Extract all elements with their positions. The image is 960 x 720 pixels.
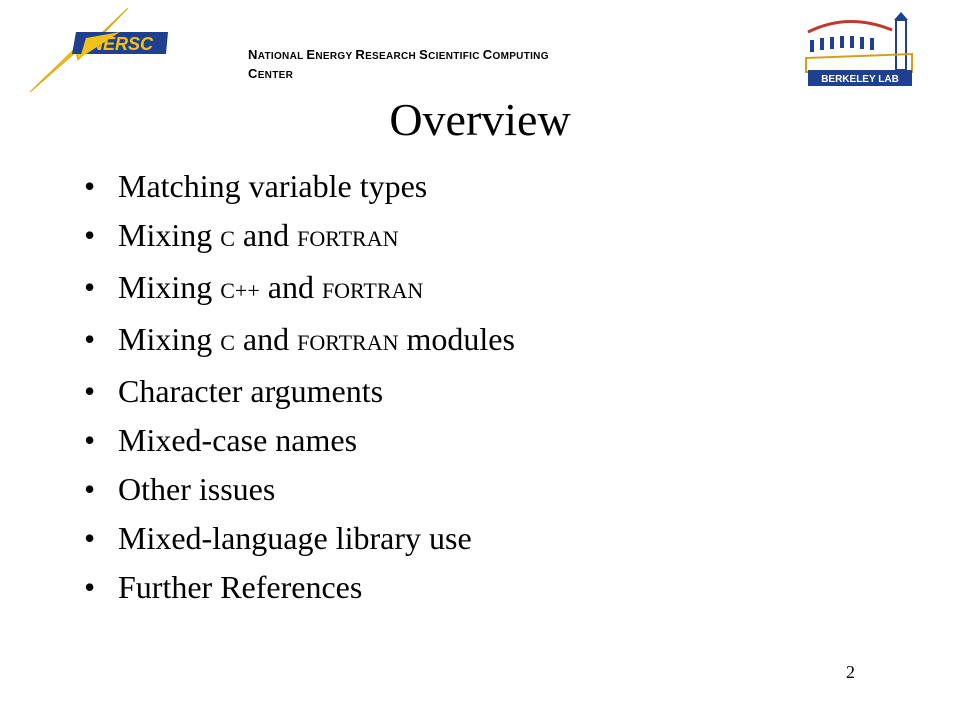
org-word-cap: R bbox=[355, 47, 366, 62]
slide-title: Overview bbox=[389, 94, 571, 145]
bullet-text: Other issues bbox=[118, 471, 276, 507]
bullet-text: and bbox=[259, 269, 322, 305]
bullet-text: Matching variable types bbox=[118, 168, 428, 204]
organization-line-1 bbox=[248, 46, 668, 65]
org-word-rest: ATIONAL bbox=[257, 51, 307, 62]
nersc-logo-text: NERSC bbox=[90, 34, 154, 54]
bullet-text: and bbox=[234, 321, 298, 357]
bullet-text: and bbox=[234, 217, 298, 253]
bullet-item bbox=[84, 563, 515, 612]
bullet-text: Mixed-language library use bbox=[118, 520, 472, 556]
org-line2-rest: ENTER bbox=[257, 70, 294, 81]
bullet-item bbox=[84, 162, 515, 211]
berkeley-lab-logo bbox=[798, 10, 920, 90]
org-word-cap: N bbox=[248, 47, 258, 62]
org-word-cap: C bbox=[482, 47, 493, 62]
bullet-list bbox=[84, 162, 515, 612]
org-word-rest: CIENTIFIC bbox=[428, 51, 483, 62]
berkeley-lab-logo-text: BERKELEY LAB bbox=[821, 74, 899, 85]
bullet-text: Character arguments bbox=[118, 373, 384, 409]
organization-name bbox=[248, 46, 668, 84]
org-word-rest: OMPUTING bbox=[492, 51, 549, 62]
bullet-text-smallcaps: FORTRAN bbox=[297, 226, 399, 251]
bullet-text-smallcaps: C bbox=[220, 226, 235, 251]
bullet-item bbox=[84, 514, 515, 563]
bullet-item bbox=[84, 315, 515, 367]
bullet-text: Mixing bbox=[118, 217, 221, 253]
org-word-rest: ESEARCH bbox=[365, 51, 420, 62]
page-number: 2 bbox=[846, 662, 855, 682]
organization-line-2 bbox=[248, 65, 668, 84]
bullet-text-smallcaps: FORTRAN bbox=[321, 278, 424, 303]
org-word-cap: E bbox=[306, 47, 316, 62]
nersc-lightning-logo bbox=[28, 8, 178, 92]
bullet-text-smallcaps: C bbox=[220, 330, 235, 355]
bullet-item bbox=[84, 416, 515, 465]
bullet-item bbox=[84, 465, 515, 514]
bullet-text: Mixed-case names bbox=[118, 422, 358, 458]
org-line2-cap: C bbox=[248, 66, 258, 81]
bullet-text: Mixing bbox=[118, 321, 221, 357]
bullet-text-smallcaps: C++ bbox=[220, 278, 260, 303]
bullet-item bbox=[84, 211, 515, 263]
bullet-text: Mixing bbox=[118, 269, 221, 305]
bullet-text: Further References bbox=[118, 569, 363, 605]
bullet-text-smallcaps: FORTRAN bbox=[297, 330, 399, 355]
bullet-item bbox=[84, 263, 515, 315]
bullet-item bbox=[84, 367, 515, 416]
bullet-text: modules bbox=[398, 321, 515, 357]
org-word-cap: S bbox=[419, 47, 429, 62]
org-word-rest: NERGY bbox=[315, 51, 356, 62]
